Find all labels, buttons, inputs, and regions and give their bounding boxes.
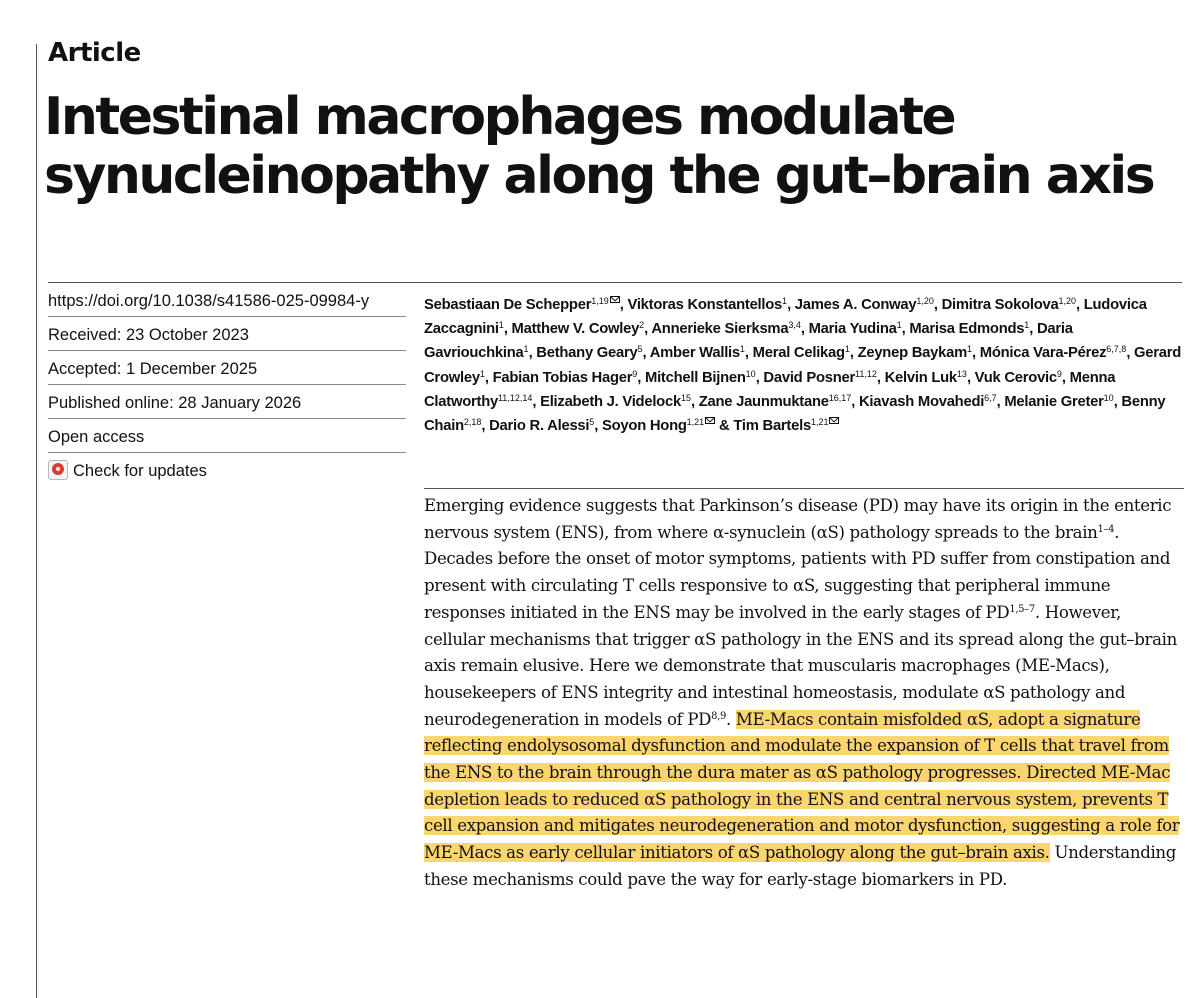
author-affiliation: 1 [739, 344, 745, 355]
envelope-icon[interactable] [829, 417, 839, 424]
author-name: Tim Bartels [733, 418, 811, 435]
author-name: Annerieke Sierksma [651, 321, 789, 338]
author-affiliation: 16,17 [828, 392, 852, 403]
author[interactable] [809, 321, 902, 337]
abstract [424, 493, 1184, 894]
author-name: Dario R. Alessi [489, 418, 590, 435]
author-affiliation: 2,18 [463, 417, 482, 428]
author-name: James A. Conway [794, 297, 917, 313]
author-name: David Posner [763, 369, 855, 386]
author[interactable] [645, 370, 756, 386]
author-affiliation: 1 [498, 320, 504, 331]
author[interactable] [699, 394, 852, 410]
author-affiliation: 9 [1056, 368, 1062, 379]
article-type-label: Article [48, 38, 141, 68]
author[interactable] [1004, 394, 1113, 410]
author-name: Viktoras Konstantellos [627, 297, 783, 313]
author[interactable] [753, 345, 850, 361]
author[interactable] [651, 321, 801, 337]
abstract-text: . [725, 709, 731, 729]
author-name: Sebastiaan De Schepper [424, 297, 592, 313]
check-for-updates-label: Check for updates [73, 462, 207, 480]
author[interactable] [650, 345, 745, 361]
author-affiliation: 1,21 [810, 417, 829, 428]
author-affiliation: 10 [1103, 392, 1114, 403]
author[interactable] [602, 418, 715, 434]
doi-link[interactable]: https://doi.org/10.1038/s41586-025-09984-y [48, 283, 406, 317]
citation-ref[interactable]: 1,5–7 [1009, 603, 1035, 615]
author-name: Mitchell Bijnen [645, 369, 746, 386]
author-affiliation: 3,4 [788, 320, 801, 331]
envelope-icon[interactable] [610, 296, 620, 303]
accepted-date: Accepted: 1 December 2025 [48, 351, 406, 385]
author-affiliation: 15 [680, 392, 691, 403]
author-affiliation: 6,7 [984, 392, 997, 403]
author-name: Soyon Hong [602, 418, 687, 435]
abstract-text: Understanding these mechanisms could pave the way for early-stage biomarkers in PD. [424, 843, 1177, 889]
author-name: Kelvin Luk [884, 369, 957, 386]
author-name: Marisa Edmonds [909, 321, 1025, 338]
open-access-label: Open access [48, 419, 406, 453]
author-affiliation: 5 [637, 344, 643, 355]
author-affiliation: 1,19 [591, 296, 609, 306]
author[interactable] [493, 370, 638, 386]
author-affiliation: 1 [782, 296, 788, 306]
author-affiliation: 9 [632, 368, 638, 379]
author[interactable] [858, 345, 972, 361]
author-affiliation: 11,12 [855, 368, 877, 379]
author-affiliation: 1,20 [916, 296, 934, 306]
author-name: Elizabeth J. Videlock [540, 393, 681, 410]
author-list: Sebastiaan De Schepper$^{1,19}$ , Viktoras Konstantellos$^1$, James A. Conway$^{1,20}$, Dimitra Sokolova$^{1,20}$, Ludovica Zaccagnini$^1$, Matthew V. Cowley$^2$, Annerieke Sierksma$^{3,4}$, Maria Yudina$^1$, Marisa Edmonds$^1$, Daria Gavriouchkina$^1$, Bethany Geary$^5$, Amber Wallis$^1$, Meral Celikag$^1$, Zeynep Baykam$^1$, Mónica Vara-Pérez$^{6,7,8}$, Gerard Crowley$^1$, Fabian Tobias Hager$^9$, Mitchell Bijnen$^{10}$, David Posner$^{11,12}$, Kelvin Luk$^{13}$, Vuk Cerovic$^9$, Menna Clatworthy$^{11,12,14}$, Elizabeth J. Videlock$^{15}$, Zane Jaunmuktane$^{16,17}$, Kiavash Movahedi$^{6,7}$, Melanie Greter$^{10}$, Benny Chain$^{2,18}$, Dario R. Alessi$^5$, Soyon Hong$^{1,21}$ & Tim Bartels$^{1,21}$ [424, 296, 1182, 435]
author[interactable] [627, 297, 787, 313]
published-date: Published online: 28 January 2026 [48, 385, 406, 419]
author-affiliation: 11,12,14 [497, 392, 533, 403]
author[interactable] [512, 321, 645, 337]
author[interactable] [763, 370, 876, 386]
author[interactable] [424, 297, 620, 313]
author-name: Maria Yudina [808, 321, 897, 338]
crossmark-icon [48, 460, 68, 480]
article-metadata [48, 283, 406, 486]
author-affiliation: 1 [523, 344, 529, 355]
author-name: Mónica Vara-Pérez [979, 345, 1107, 362]
author-affiliation: 1,21 [686, 417, 705, 428]
author-affiliation: 6,7,8 [1106, 344, 1127, 355]
citation-ref[interactable]: 8,9 [711, 710, 726, 722]
author[interactable] [859, 394, 997, 410]
author-name: Zeynep Baykam [857, 345, 967, 362]
author-name: Ludovica Zaccagnini [424, 297, 1147, 338]
author-name: Melanie Greter [1004, 393, 1104, 410]
author[interactable] [909, 321, 1029, 337]
author[interactable] [733, 418, 839, 434]
author-affiliation: 1 [967, 344, 973, 355]
author-name: Gerard Crowley [424, 345, 1182, 386]
authors-divider [424, 488, 1184, 489]
author-name: Daria Gavriouchkina [424, 321, 1073, 362]
author-name: Bethany Geary [536, 345, 638, 362]
author[interactable] [975, 370, 1062, 386]
author-name: Meral Celikag [752, 345, 845, 362]
envelope-icon[interactable] [705, 417, 715, 424]
left-rule [36, 44, 37, 998]
author-name: Kiavash Movahedi [859, 393, 985, 410]
author-affiliation: 1 [844, 344, 850, 355]
author-name: Benny Chain [424, 393, 1166, 435]
received-date: Received: 23 October 2023 [48, 317, 406, 351]
author-affiliation: 1 [896, 320, 902, 331]
author-affiliation: 13 [956, 368, 967, 379]
author[interactable] [795, 297, 934, 313]
author-name: Fabian Tobias Hager [492, 369, 633, 386]
author-name: Vuk Cerovic [974, 369, 1057, 386]
author-affiliation: 1 [479, 368, 485, 379]
author-affiliation: 10 [745, 368, 756, 379]
author-name: Matthew V. Cowley [511, 321, 640, 338]
author-name: Dimitra Sokolova [941, 297, 1059, 313]
author-affiliation: 2 [639, 320, 645, 331]
author-affiliation: 1,20 [1058, 296, 1076, 306]
abstract-text: . However, cellular mechanisms that trigger αS pathology in the ENS and its spread along the gut–brain axis remain elusive. Here we demonstrate that muscularis macrophages (ME-Macs), housekeepers of ENS integrity and intestinal homeostasis, modulate αS pathology and neurodegeneration in models of PD [424, 602, 1177, 729]
highlighted-text: ME-Macs contain misfolded αS, adopt a signature reflecting endolysosomal dysfunction and modulate the expansion of T cells that travel from the ENS to the brain through the dura mater as αS pathology progresses. Directed ME-Mac depletion leads to reduced αS pathology in the ENS and central nervous system, prevents T cell expansion and mitigates neurodegeneration and motor dysfunction, suggesting a role for ME-Macs as early cellular initiators of αS pathology along the gut–brain axis. [424, 709, 1180, 863]
article-title: Intestinal macrophages modulate synucleinopathy along the gut–brain axis [44, 87, 1154, 206]
author-affiliation: 5 [589, 417, 595, 428]
author[interactable] [885, 370, 967, 386]
author[interactable] [536, 345, 642, 361]
check-for-updates-link[interactable] [48, 453, 406, 486]
author[interactable] [980, 345, 1127, 361]
abstract-text: Emerging evidence suggests that Parkinson’s disease (PD) may have its origin in the enteric nervous system (ENS), from where α-synuclein (αS) pathology spreads to the brain [424, 496, 1172, 542]
author-name: Menna Clatworthy [424, 369, 1116, 410]
citation-ref[interactable]: 1–4 [1097, 523, 1115, 535]
author-name: Zane Jaunmuktane [698, 393, 829, 410]
author[interactable] [540, 394, 691, 410]
abstract-text: . Decades before the onset of motor symptoms, patients with PD suffer from constipation and present with circulating T cells responsive to αS, suggesting that peripheral immune responses initiated in the ENS may be involved in the early stages of PD [424, 522, 1171, 622]
author-affiliation: 1 [1024, 320, 1030, 331]
author[interactable] [489, 418, 594, 434]
author[interactable] [942, 297, 1076, 313]
author-name: Amber Wallis [649, 345, 740, 362]
